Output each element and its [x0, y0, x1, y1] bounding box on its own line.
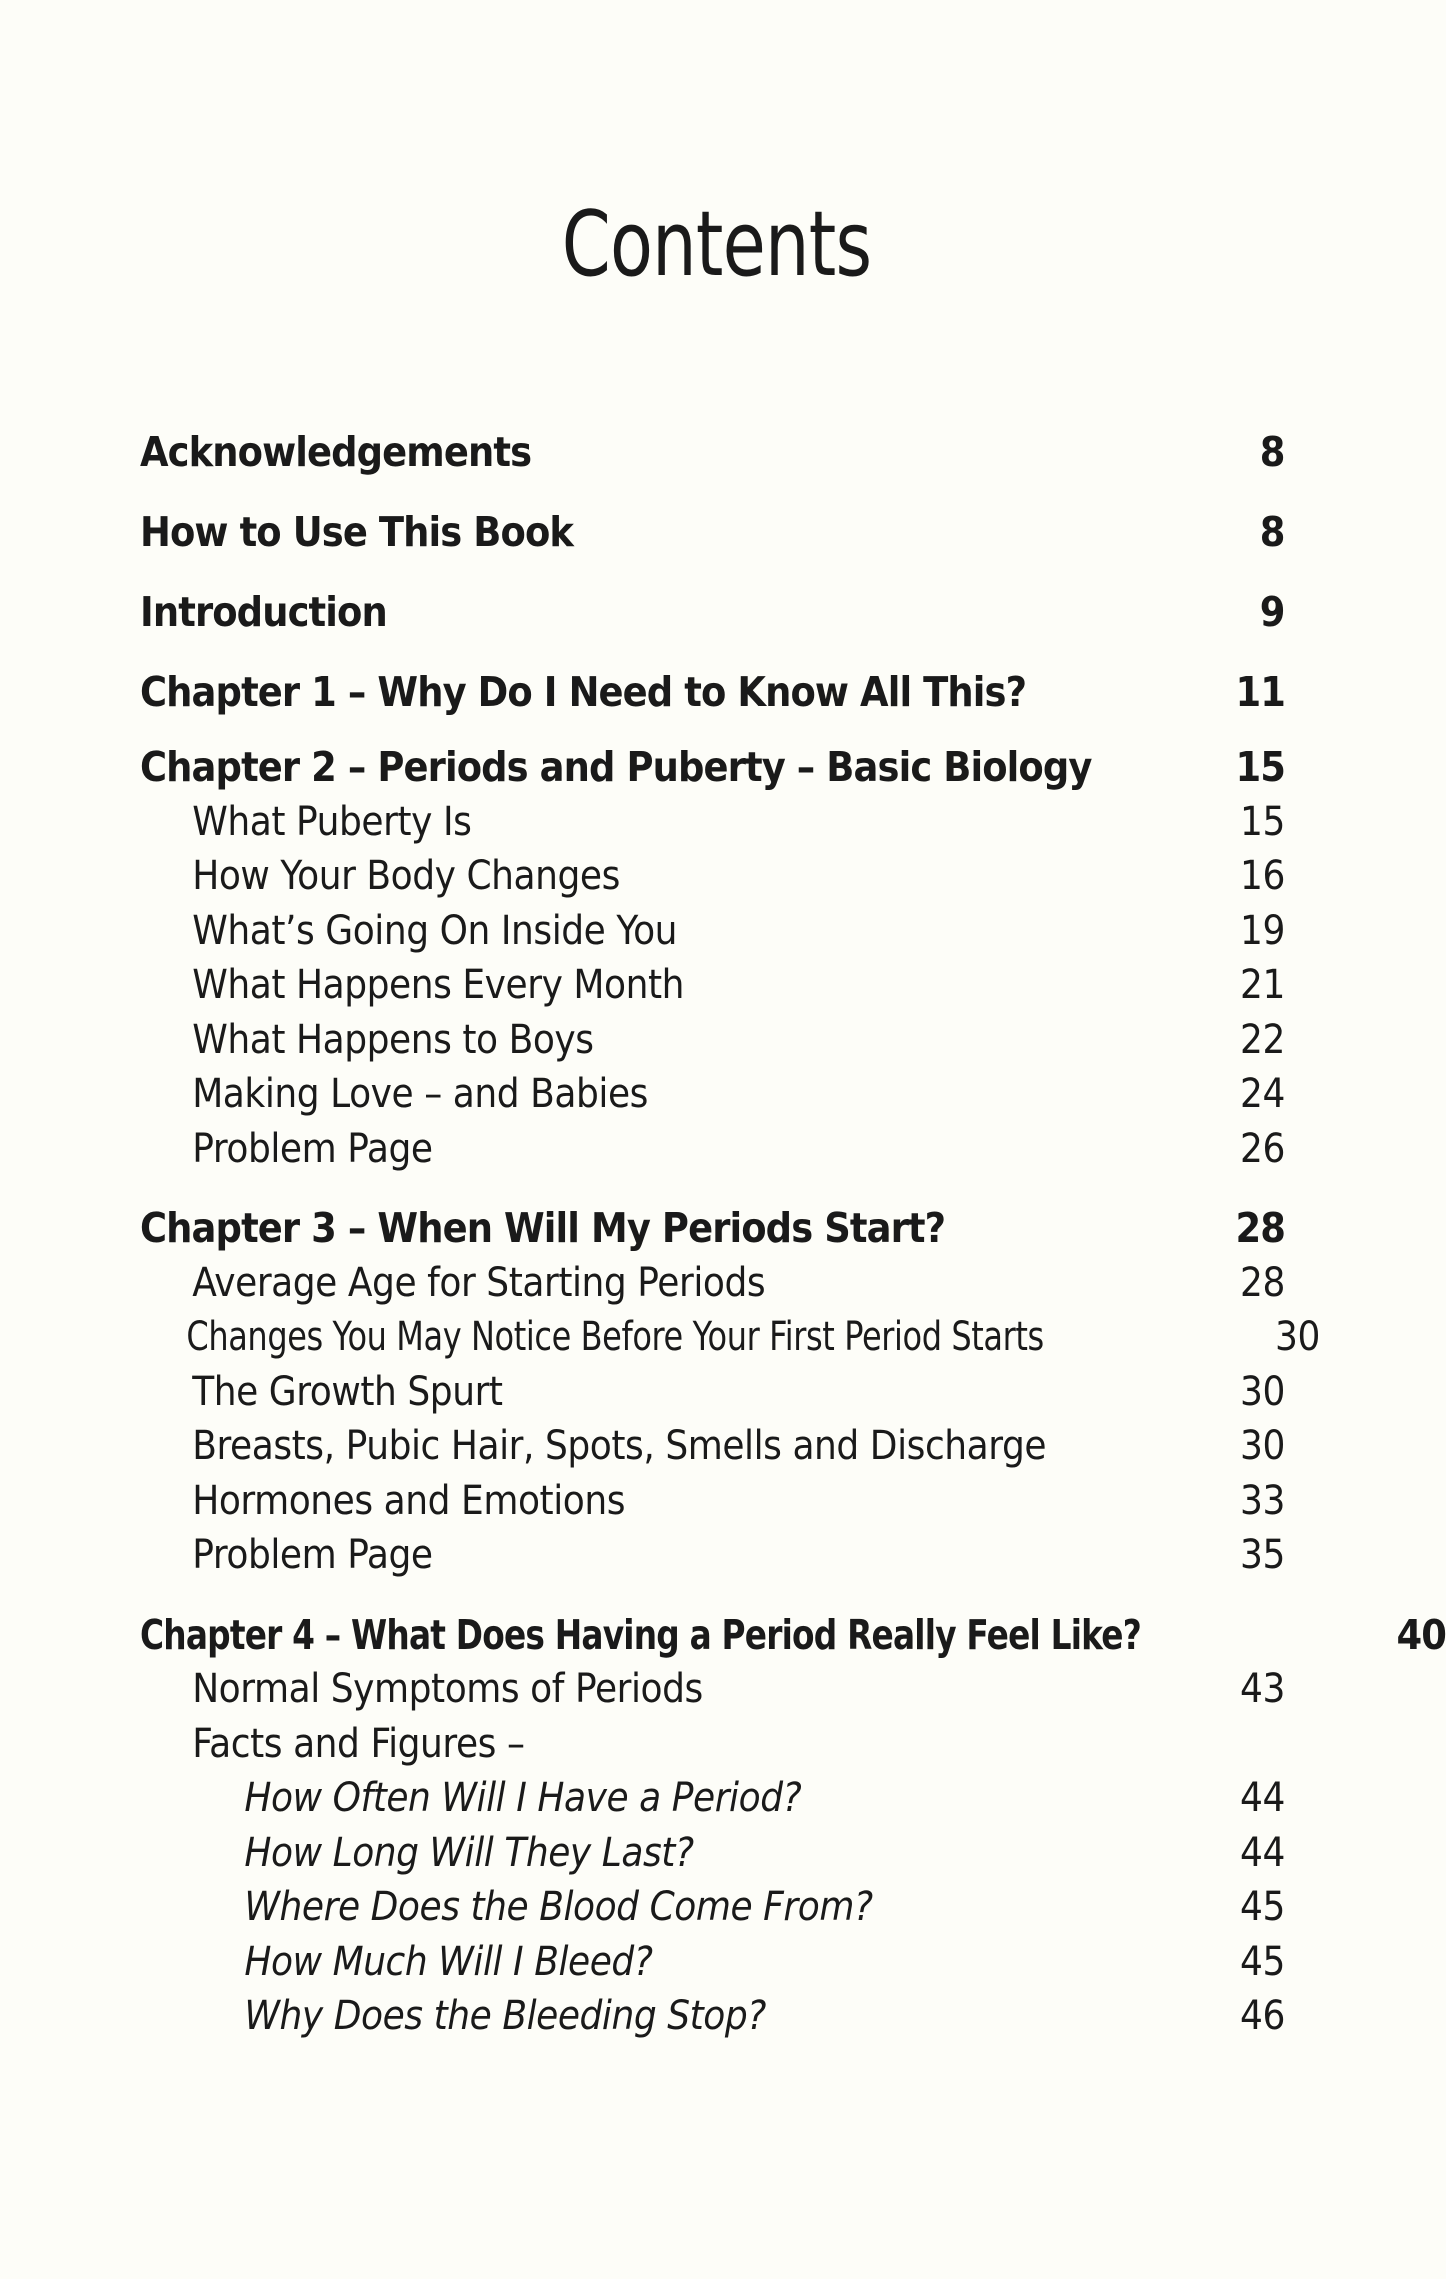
- toc-section[interactable]: [140, 795, 1285, 850]
- toc-subsection[interactable]: [140, 1935, 1285, 1990]
- toc-section[interactable]: [140, 1256, 1285, 1311]
- toc-entry-page: 8: [1260, 508, 1285, 556]
- toc-section-label: How Your Body Changes: [192, 853, 620, 899]
- toc-section-label: What Happens Every Month: [192, 962, 685, 1008]
- table-of-contents: [140, 420, 1446, 2044]
- toc-subsection-page: 45: [1240, 1938, 1285, 1985]
- toc-section-page: 35: [1240, 1532, 1285, 1578]
- toc-entry-page: 8: [1260, 428, 1285, 476]
- toc-subsection[interactable]: [140, 1826, 1285, 1881]
- toc-entry-label: Chapter 1 – Why Do I Need to Know All This?: [140, 668, 1027, 716]
- toc-subsection-page: 45: [1240, 1884, 1285, 1930]
- toc-section-label: Hormones and Emotions: [192, 1477, 626, 1524]
- toc-section-page: 30: [1240, 1423, 1285, 1469]
- toc-section-label: Problem Page: [192, 1125, 433, 1172]
- toc-section[interactable]: [140, 1013, 1285, 1068]
- toc-entry-label: How to Use This Book: [140, 508, 574, 556]
- toc-section-page: 30: [1274, 1314, 1320, 1360]
- toc-entry-page: 15: [1235, 743, 1285, 791]
- toc-section[interactable]: [140, 1067, 1285, 1122]
- toc-entry-page: 11: [1235, 668, 1285, 716]
- group-spacer: [140, 1583, 1285, 1608]
- toc-entry[interactable]: [140, 500, 1285, 580]
- toc-section-label: Breasts, Pubic Hair, Spots, Smells and Discharge: [192, 1423, 1047, 1469]
- toc-entry[interactable]: [140, 420, 1285, 500]
- toc-section-label: What Puberty Is: [192, 798, 472, 845]
- toc-section-label: Problem Page: [192, 1532, 433, 1578]
- toc-subsection-label: How Often Will I Have a Period?: [244, 1775, 802, 1821]
- toc-entry-page: 40: [1396, 1610, 1446, 1659]
- toc-section[interactable]: [140, 1662, 1285, 1717]
- toc-section-label: What’s Going On Inside You: [192, 907, 678, 954]
- toc-section[interactable]: [140, 1122, 1285, 1177]
- toc-section-page: 15: [1240, 798, 1285, 845]
- toc-subsection-label: How Much Will I Bleed?: [244, 1938, 653, 1985]
- toc-subsection-page: 46: [1240, 1993, 1285, 2039]
- toc-section[interactable]: [140, 1365, 1285, 1420]
- toc-subsection-label: Where Does the Blood Come From?: [244, 1884, 873, 1930]
- toc-section[interactable]: [140, 1474, 1285, 1529]
- toc-entry-label: Acknowledgements: [140, 428, 532, 476]
- toc-subsection-label: How Long Will They Last?: [244, 1829, 694, 1876]
- toc-chapter-4[interactable]: [140, 1608, 1446, 1663]
- toc-entry-label: Introduction: [140, 588, 387, 636]
- toc-section[interactable]: [140, 849, 1285, 904]
- toc-section[interactable]: [140, 1717, 1285, 1772]
- toc-subsection-label: Why Does the Bleeding Stop?: [244, 1993, 766, 2039]
- toc-section[interactable]: [140, 1419, 1285, 1474]
- toc-entry-label: Chapter 2 – Periods and Puberty – Basic Biology: [140, 743, 1092, 791]
- toc-subsection[interactable]: [140, 1880, 1285, 1935]
- toc-chapter-3[interactable]: [140, 1201, 1285, 1256]
- toc-entry-label: Chapter 4 – What Does Having a Period Really Feel Like?: [140, 1610, 1141, 1659]
- toc-section-page: 22: [1240, 1016, 1285, 1063]
- toc-section-page: 26: [1240, 1125, 1285, 1172]
- toc-chapter-2[interactable]: [140, 740, 1285, 795]
- toc-section-label: Normal Symptoms of Periods: [192, 1666, 703, 1712]
- toc-subsection[interactable]: [140, 1989, 1285, 2044]
- group-spacer: [140, 1176, 1285, 1201]
- toc-section-page: 28: [1240, 1259, 1285, 1306]
- toc-entry-label: Chapter 3 – When Will My Periods Start?: [140, 1204, 946, 1252]
- toc-section[interactable]: [140, 958, 1285, 1013]
- toc-chapter-1[interactable]: [140, 660, 1285, 740]
- toc-section-page: 19: [1240, 907, 1285, 954]
- toc-section-page: 16: [1240, 853, 1285, 899]
- toc-section-label: Facts and Figures –: [192, 1720, 525, 1767]
- toc-entry[interactable]: [140, 580, 1285, 660]
- toc-section-label: Average Age for Starting Periods: [192, 1259, 766, 1306]
- toc-entry-page: 28: [1235, 1204, 1285, 1252]
- toc-section-label: Changes You May Notice Before Your First Period Starts: [186, 1314, 1044, 1360]
- toc-section[interactable]: [140, 1310, 1320, 1365]
- toc-section-label: Making Love – and Babies: [192, 1071, 648, 1117]
- toc-section-page: 33: [1240, 1477, 1285, 1524]
- toc-subsection-page: 44: [1240, 1775, 1285, 1821]
- toc-entry-page: 9: [1260, 588, 1285, 636]
- toc-section-page: 43: [1240, 1666, 1285, 1712]
- toc-section[interactable]: [140, 1528, 1285, 1583]
- toc-section[interactable]: [140, 904, 1285, 959]
- toc-section-page: 21: [1240, 962, 1285, 1008]
- toc-section-page: 30: [1240, 1368, 1285, 1415]
- toc-subsection-page: 44: [1240, 1829, 1285, 1876]
- toc-section-page: 24: [1240, 1071, 1285, 1117]
- toc-section-label: The Growth Spurt: [192, 1368, 503, 1415]
- toc-section-label: What Happens to Boys: [192, 1016, 594, 1063]
- toc-subsection[interactable]: [140, 1771, 1285, 1826]
- page-title: Contents: [561, 192, 872, 297]
